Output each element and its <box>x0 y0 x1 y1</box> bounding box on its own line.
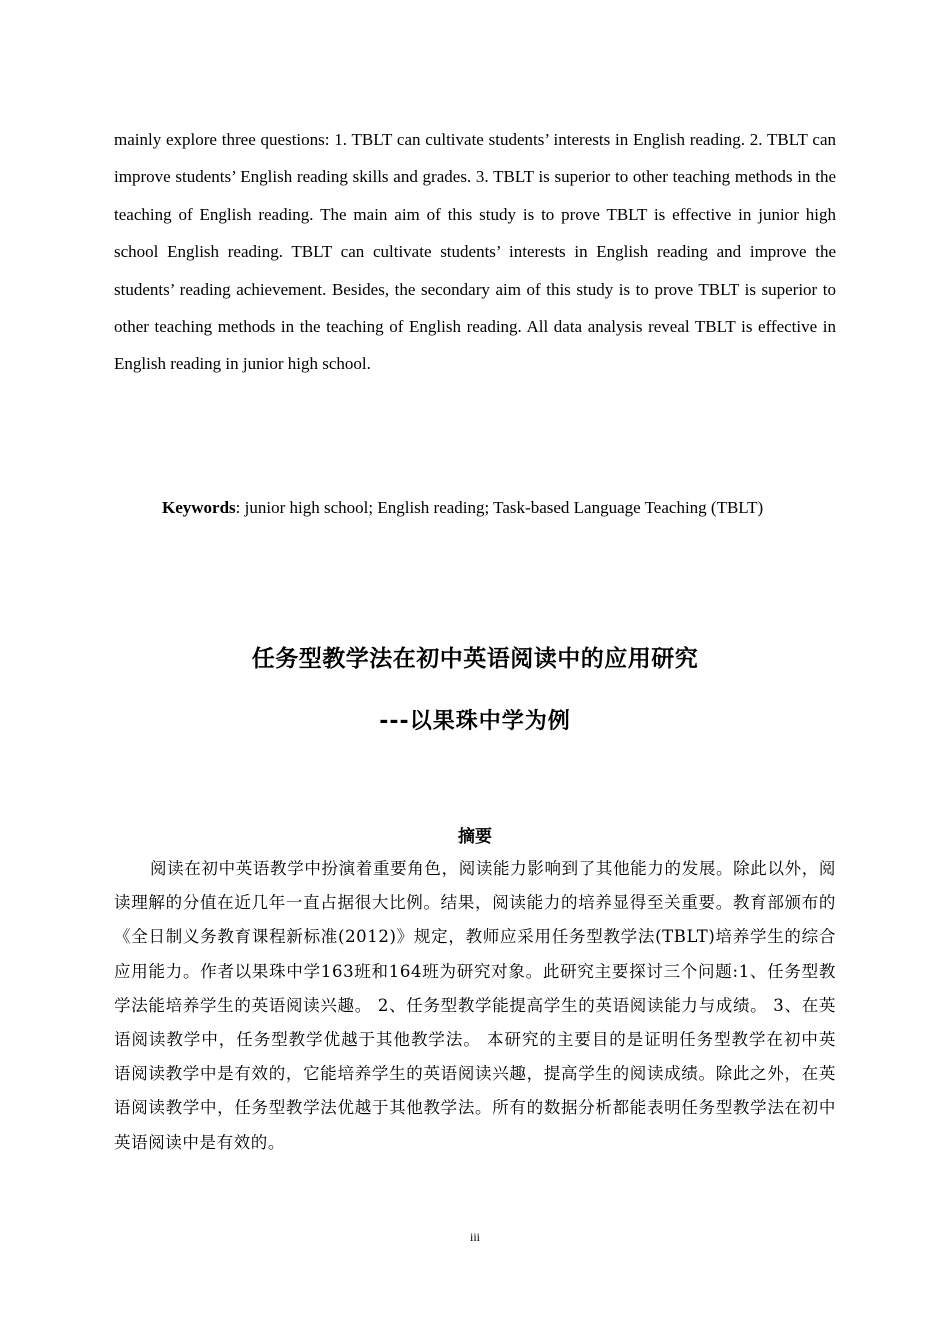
keywords-label: Keywords <box>162 498 236 517</box>
chinese-title: 任务型教学法在初中英语阅读中的应用研究 <box>251 646 699 672</box>
page-number: iii <box>469 1230 480 1244</box>
chinese-abstract-body: 阅读在初中英语教学中扮演着重要角色，阅读能力影响到了其他能力的发展。除此以外，阅读理解的分值在近几年一直占据很大比例。结果，阅读能力的培养显得至关重要。教育部颁布的《全日制义务教育课程新标准(2012)》规定，教师应采用任务型教学法(TBLT)培养学生的综合应用能力。作者以果珠中学163班和164班为研究对象。此研究主要探讨三个问题:1、任务型教学法能培养学生的英语阅读兴趣。 2、任务型教学能提高学生的英语阅读能力与成绩。 3、在英语阅读教学中，任务型教学优越于其他教学法。 本研究的主要目的是证明任务型教学在初中英语阅读教学中是有效的，它能培养学生的英语阅读兴趣，提高学生的阅读成绩。除此之外，在英语阅读教学中，任务型教学法优越于其他教学法。所有的数据分析都能表明任务型教学法在初中英语阅读中是有效的。 <box>114 859 836 1152</box>
keywords-text: : junior high school; English reading; Task-based Language Teaching (TBLT) <box>235 498 764 517</box>
keywords-line <box>114 489 836 526</box>
chinese-subtitle: ---以果珠中学为例 <box>379 709 571 734</box>
english-abstract-body: mainly explore three questions: 1. TBLT can cultivate students’ interests in English reading. 2. TBLT can improve students’ English reading skills and grades. 3. TBLT is superior to other teaching methods in the teaching of English reading. The main aim of this study is to prove TBLT is effective in junior high school English reading. TBLT can cultivate students’ interests in English reading and improve the students’ reading achievement. Besides, the secondary aim of this study is to prove TBLT is superior to other teaching methods in the teaching of English reading. All data analysis reveal TBLT is effective in English reading in junior high school. <box>114 130 836 374</box>
chinese-abstract-heading: 摘要 <box>458 827 492 847</box>
